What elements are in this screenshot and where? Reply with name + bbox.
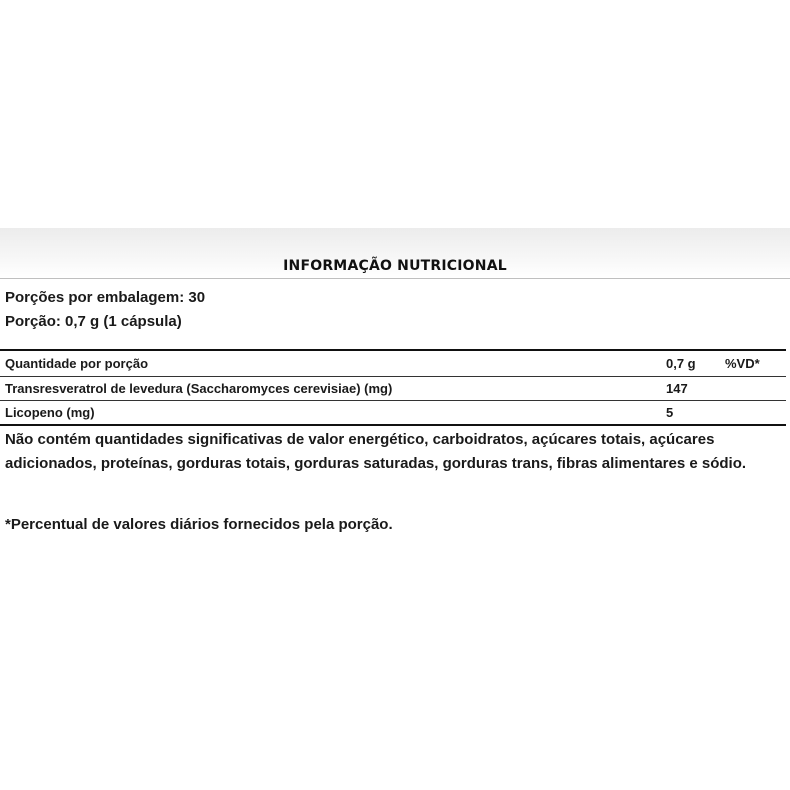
row-nutrient-name: Licopeno (mg): [5, 405, 95, 420]
row-nutrient-qty: 147: [666, 381, 688, 396]
row-divider: [0, 400, 786, 401]
serving-size: Porção: 0,7 g (1 cápsula): [5, 313, 182, 330]
servings-per-package: Porções por embalagem: 30: [5, 289, 206, 306]
row-divider: [0, 376, 786, 377]
vd-footnote: *Percentual de valores diários fornecidos pela porção.: [5, 516, 393, 533]
title-divider: [0, 278, 790, 279]
header-vd-label: %VD*: [725, 356, 760, 371]
not-significant-note: Não contém quantidades significativas de valor energético, carboidratos, açúcares totais, açúcares adicionados, proteínas, gorduras totais, gorduras saturadas, gorduras trans, fibras alimentares e sódio.: [5, 431, 747, 472]
row-nutrient-qty: 5: [666, 405, 674, 420]
nutrition-title: INFORMAÇÃO NUTRICIONAL: [283, 258, 507, 274]
header-portion-amount: 0,7 g: [666, 356, 696, 371]
table-top-border: [0, 349, 786, 351]
table-bottom-border: [0, 424, 786, 426]
row-nutrient-name: Transresveratrol de levedura (Saccharomyces cerevisiae) (mg): [5, 381, 393, 396]
header-quantity-label: Quantidade por porção: [5, 356, 149, 371]
